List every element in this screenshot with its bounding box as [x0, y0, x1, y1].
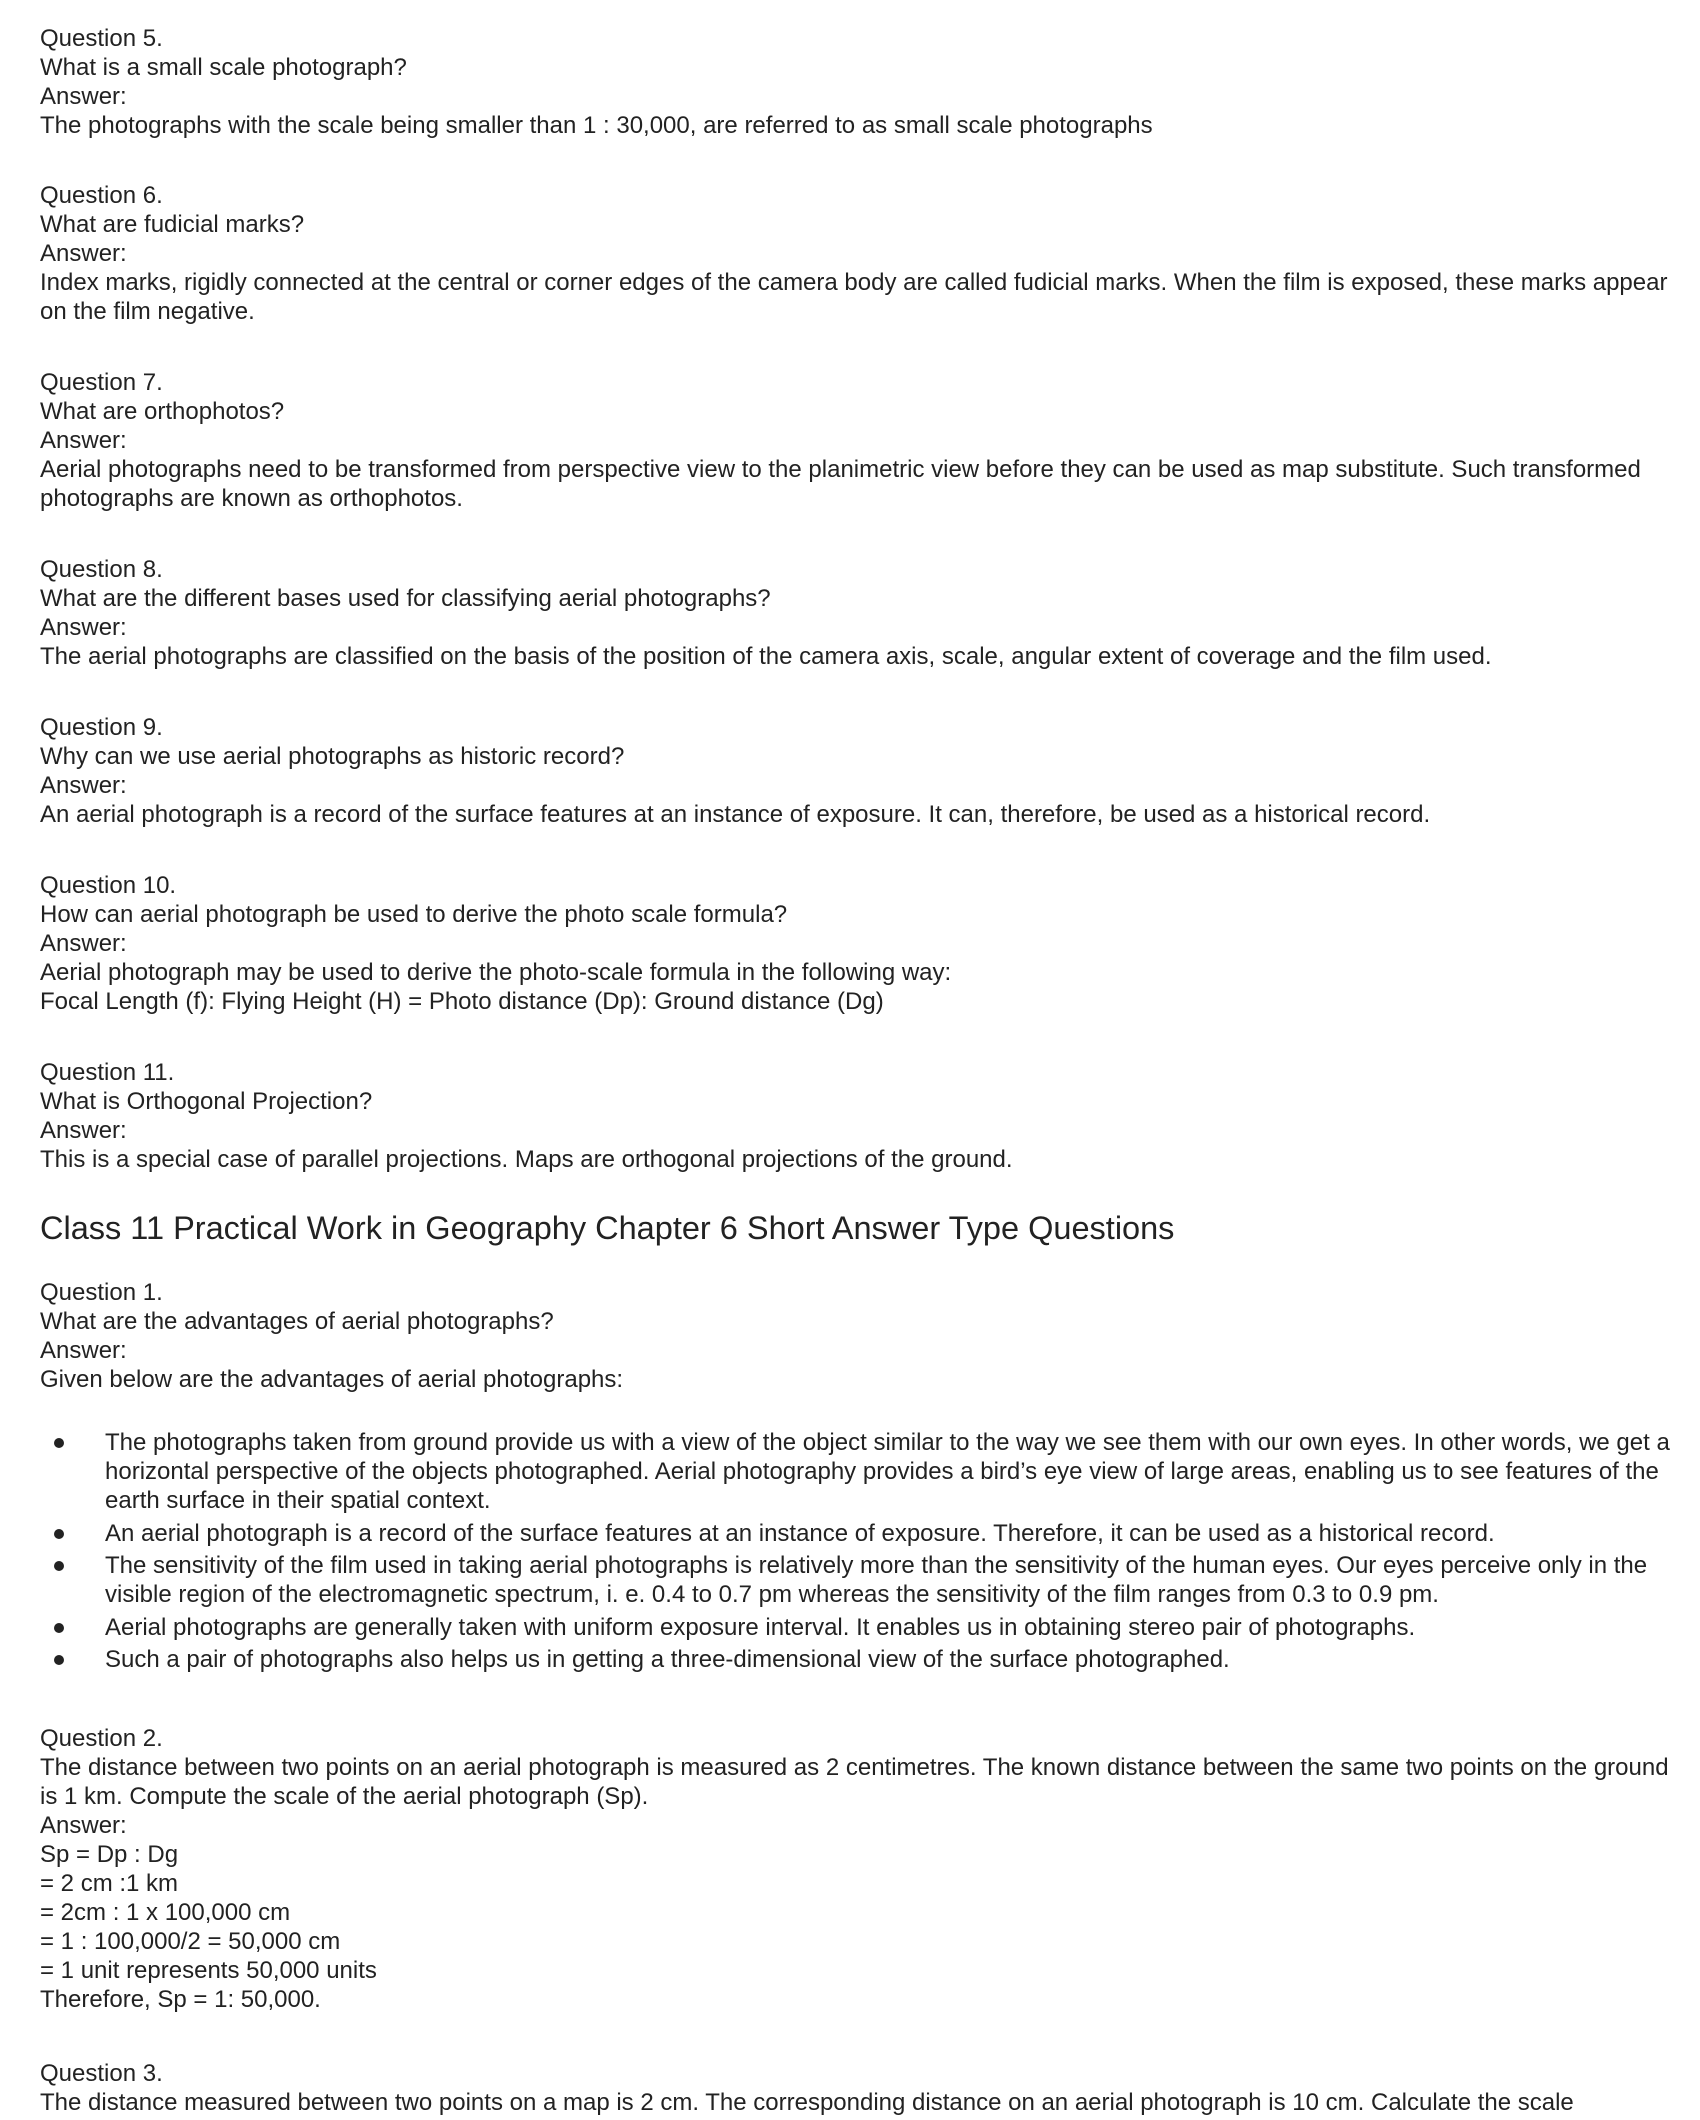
qa-block-q6 [40, 181, 1680, 326]
question-label: Question 6. [40, 182, 163, 209]
answer-text: The photographs with the scale being smaller than 1 : 30,000, are referred to as small scale photographs [40, 112, 1153, 139]
answer-text: The aerial photographs are classified on the basis of the position of the camera axis, scale, angular extent of coverage and the film used. [40, 643, 1492, 670]
answer-intro: Given below are the advantages of aerial photographs: [40, 1366, 624, 1393]
question-label: Question 5. [40, 25, 163, 52]
question-label: Question 1. [40, 1279, 163, 1306]
question-label: Question 3. [40, 2060, 163, 2087]
question-text: The distance between two points on an aerial photograph is measured as 2 centimetres. The known distance between the same two points on the ground is 1 km. Compute the scale of the aerial photograph (Sp). [40, 1754, 1669, 1810]
list-item-text: The sensitivity of the film used in taking aerial photographs is relatively more than the sensitivity of the human eyes. Our eyes perceive only in the visible region of the electromagnetic spectrum, i. e. 0.4 to 0.7 pm whereas the sensitivity of the film ranges from 0.3 to 0.9 pm. [105, 1552, 1648, 1608]
question-label: Question 8. [40, 556, 163, 583]
question-label: Question 9. [40, 714, 163, 741]
question-text: What are fudicial marks? [40, 211, 305, 238]
answer-label: Answer: [40, 427, 127, 454]
answer-step: = 1 : 100,000/2 = 50,000 cm [40, 1928, 341, 1955]
list-item [40, 1645, 1680, 1674]
qa-block-q8 [40, 555, 1680, 671]
question-text: What are the advantages of aerial photographs? [40, 1308, 554, 1335]
question-text: What are orthophotos? [40, 398, 285, 425]
qa-block-q10 [40, 871, 1680, 1016]
answer-text: Aerial photographs need to be transformed from perspective view to the planimetric view before they can be used as map substitute. Such transformed photographs are known as orthophotos. [40, 456, 1641, 512]
list-item [40, 1428, 1680, 1515]
qa-block-q11 [40, 1058, 1680, 1174]
qa-block-q9 [40, 713, 1680, 829]
question-text: How can aerial photograph be used to derive the photo scale formula? [40, 901, 788, 928]
question-text: The distance measured between two points on a map is 2 cm. The corresponding distance on an aerial photograph is 10 cm. Calculate the scale [40, 2089, 1574, 2116]
bullet-icon [54, 1438, 64, 1448]
section-heading: Class 11 Practical Work in Geography Chapter 6 Short Answer Type Questions [40, 1210, 1175, 1246]
answer-label: Answer: [40, 1812, 127, 1839]
list-item-text: An aerial photograph is a record of the surface features at an instance of exposure. Therefore, it can be used as a historical record. [105, 1519, 1495, 1547]
question-text: Why can we use aerial photographs as historic record? [40, 743, 625, 770]
answer-label: Answer: [40, 1117, 127, 1144]
answer-label: Answer: [40, 614, 127, 641]
qa-block-short-q3 [40, 2059, 1680, 2117]
answer-label: Answer: [40, 930, 127, 957]
list-item [40, 1519, 1680, 1548]
question-text: What is Orthogonal Projection? [40, 1088, 373, 1115]
list-item [40, 1613, 1680, 1642]
question-label: Question 7. [40, 369, 163, 396]
answer-text: An aerial photograph is a record of the surface features at an instance of exposure. It can, therefore, be used as a historical record. [40, 801, 1431, 828]
answer-step: = 2 cm :1 km [40, 1870, 179, 1897]
list-item [40, 1551, 1680, 1609]
question-text: What is a small scale photograph? [40, 54, 407, 81]
bullet-icon [54, 1623, 64, 1633]
answer-text: Aerial photograph may be used to derive the photo-scale formula in the following way: [40, 959, 952, 986]
qa-block-q5 [40, 24, 1680, 140]
answer-text: Index marks, rigidly connected at the central or corner edges of the camera body are called fudicial marks. When the film is exposed, these marks appear on the film negative. [40, 269, 1668, 325]
list-item-text: Aerial photographs are generally taken with uniform exposure interval. It enables us in obtaining stereo pair of photographs. [105, 1613, 1416, 1641]
answer-step: = 1 unit represents 50,000 units [40, 1957, 377, 1984]
qa-block-short-q1 [40, 1278, 1680, 1394]
list-item-text: The photographs taken from ground provide us with a view of the object similar to the way we see them with our own eyes. In other words, we get a horizontal perspective of the objects photographed. Aerial photography provides a bird’s eye view of large areas, enabling us to see features of the earth surface in their spatial context. [105, 1429, 1670, 1514]
bullet-icon [54, 1529, 64, 1539]
answer-label: Answer: [40, 83, 127, 110]
bullet-icon [54, 1655, 64, 1665]
question-text: What are the different bases used for classifying aerial photographs? [40, 585, 771, 612]
question-label: Question 11. [40, 1059, 175, 1086]
bullet-icon [54, 1561, 64, 1571]
answer-label: Answer: [40, 240, 127, 267]
answer-result: Therefore, Sp = 1: 50,000. [40, 1986, 321, 2013]
answer-formula: Focal Length (f): Flying Height (H) = Photo distance (Dp): Ground distance (Dg) [40, 988, 884, 1015]
question-label: Question 2. [40, 1725, 163, 1752]
qa-block-short-q2 [40, 1724, 1680, 2014]
qa-block-q7 [40, 368, 1680, 513]
answer-step: Sp = Dp : Dg [40, 1841, 179, 1868]
answer-step: = 2cm : 1 x 100,000 cm [40, 1899, 291, 1926]
answer-text: This is a special case of parallel projections. Maps are orthogonal projections of the ground. [40, 1146, 1013, 1173]
answer-label: Answer: [40, 772, 127, 799]
question-label: Question 10. [40, 872, 177, 899]
list-item-text: Such a pair of photographs also helps us in getting a three-dimensional view of the surface photographed. [105, 1646, 1230, 1673]
advantages-list [40, 1428, 1680, 1678]
answer-label: Answer: [40, 1337, 127, 1364]
